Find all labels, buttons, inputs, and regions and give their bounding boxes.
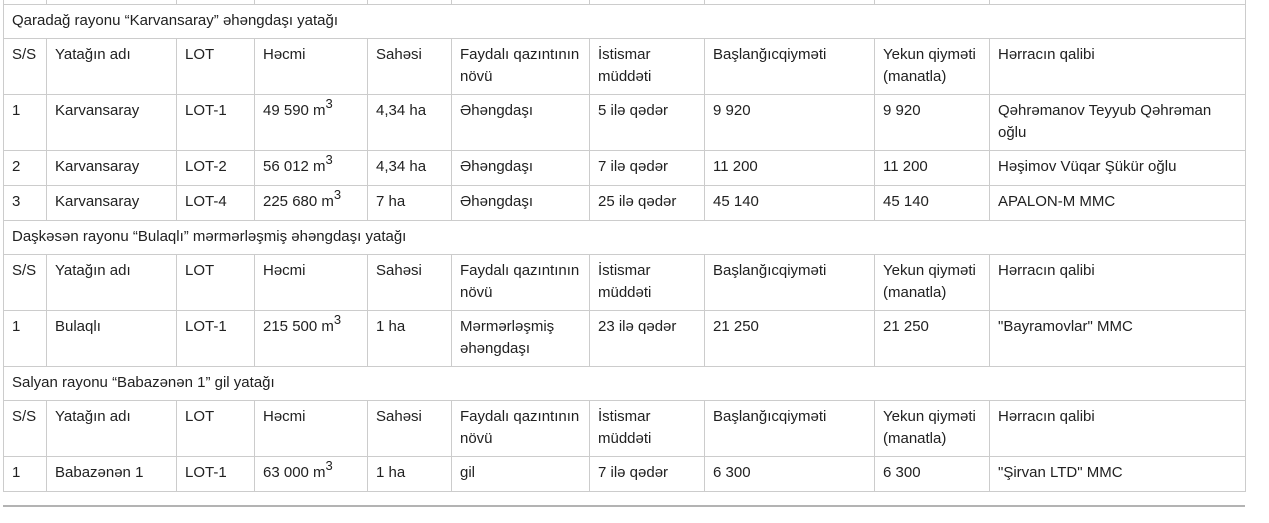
cell: 45 140 — [705, 185, 875, 220]
column-header: Həcmi — [255, 254, 368, 310]
cell: Karvansaray — [47, 185, 177, 220]
column-header: S/S — [4, 400, 47, 456]
superscript: 3 — [325, 95, 333, 111]
cell: 1 — [4, 94, 47, 150]
column-header: LOT — [177, 400, 255, 456]
cell: "Bayramovlar" MMC — [990, 310, 1246, 366]
cell: 9 920 — [705, 94, 875, 150]
cell: 2 — [4, 150, 47, 185]
column-header: İstismar müddəti — [590, 254, 705, 310]
cell: 23 ilə qədər — [590, 310, 705, 366]
cell: 1 ha — [368, 310, 452, 366]
cell: 7 ha — [368, 185, 452, 220]
section-title-row — [4, 220, 1246, 254]
table-row — [4, 310, 1246, 366]
superscript: 3 — [325, 457, 333, 473]
cell: 11 200 — [875, 150, 990, 185]
cell: 4,34 ha — [368, 94, 452, 150]
column-header: Yekun qiyməti (manatla) — [875, 38, 990, 94]
superscript: 3 — [333, 186, 342, 202]
section-title: Qaradağ rayonu “Karvansaray” əhəngdaşı yatağı — [4, 4, 1246, 38]
table-row — [4, 185, 1246, 220]
volume-value: 49 590 m — [263, 101, 326, 119]
volume-value: 63 000 m — [263, 463, 326, 481]
cell — [255, 150, 368, 185]
cell: Əhəngdaşı — [452, 185, 590, 220]
cell: 21 250 — [875, 310, 990, 366]
column-header: Yekun qiyməti (manatla) — [875, 400, 990, 456]
column-header: Həcmi — [255, 38, 368, 94]
column-header: LOT — [177, 38, 255, 94]
cell: 1 — [4, 456, 47, 491]
cell: "Şirvan LTD" MMC — [990, 456, 1246, 491]
auction-table-body — [4, 0, 1246, 491]
section-title: Daşkəsən rayonu “Bulaqlı” mərmərləşmiş əhəngdaşı yatağı — [4, 220, 1246, 254]
section-title-row — [4, 4, 1246, 38]
cell: 6 300 — [705, 456, 875, 491]
cell — [255, 185, 368, 220]
cell: 7 ilə qədər — [590, 456, 705, 491]
column-header: İstismar müddəti — [590, 38, 705, 94]
cell: Karvansaray — [47, 150, 177, 185]
cell: Mərmərləşmiş əhəngdaşı — [452, 310, 590, 366]
column-header: Yatağın adı — [47, 38, 177, 94]
cell: 21 250 — [705, 310, 875, 366]
cell: LOT-1 — [177, 94, 255, 150]
superscript: 3 — [333, 311, 342, 327]
cell: 1 — [4, 310, 47, 366]
table-row — [4, 456, 1246, 491]
section-title: Salyan rayonu “Babazənən 1” gil yatağı — [4, 366, 1246, 400]
column-header: Yatağın adı — [47, 254, 177, 310]
cell: APALON-M MMC — [990, 185, 1246, 220]
column-header: S/S — [4, 254, 47, 310]
cell: 45 140 — [875, 185, 990, 220]
cell: 11 200 — [705, 150, 875, 185]
superscript: 3 — [325, 151, 333, 167]
cell — [255, 310, 368, 366]
volume-value: 215 500 m — [263, 317, 334, 335]
column-header: Başlanğıcqiyməti — [705, 254, 875, 310]
table-row — [4, 150, 1246, 185]
cell: 7 ilə qədər — [590, 150, 705, 185]
column-header: Hərracın qalibi — [990, 254, 1246, 310]
column-header: İstismar müddəti — [590, 400, 705, 456]
cell: LOT-1 — [177, 456, 255, 491]
cell: 5 ilə qədər — [590, 94, 705, 150]
column-header: Başlanğıcqiyməti — [705, 400, 875, 456]
volume-value: 56 012 m — [263, 157, 326, 175]
cell: 4,34 ha — [368, 150, 452, 185]
cell: LOT-2 — [177, 150, 255, 185]
column-header: Yekun qiyməti (manatla) — [875, 254, 990, 310]
cell: Karvansaray — [47, 94, 177, 150]
cell: 1 ha — [368, 456, 452, 491]
column-header: Hərracın qalibi — [990, 400, 1246, 456]
column-header-row — [4, 38, 1246, 94]
column-header: Həcmi — [255, 400, 368, 456]
column-header: Başlanğıcqiyməti — [705, 38, 875, 94]
cell: 25 ilə qədər — [590, 185, 705, 220]
cell: Babazənən 1 — [47, 456, 177, 491]
table-row — [4, 94, 1246, 150]
cell: Əhəngdaşı — [452, 94, 590, 150]
column-header: Yatağın adı — [47, 400, 177, 456]
cell: 3 — [4, 185, 47, 220]
cell: LOT-1 — [177, 310, 255, 366]
cell: 9 920 — [875, 94, 990, 150]
column-header: Sahəsi — [368, 254, 452, 310]
volume-value: 225 680 m — [263, 192, 334, 210]
column-header-row — [4, 254, 1246, 310]
column-header: S/S — [4, 38, 47, 94]
cell: LOT-4 — [177, 185, 255, 220]
cell — [255, 94, 368, 150]
cell: Bulaqlı — [47, 310, 177, 366]
column-header: Faydalı qazıntının növü — [452, 38, 590, 94]
column-header: Faydalı qazıntının növü — [452, 254, 590, 310]
column-header: Sahəsi — [368, 400, 452, 456]
cell: 6 300 — [875, 456, 990, 491]
column-header-row — [4, 400, 1246, 456]
column-header: Faydalı qazıntının növü — [452, 400, 590, 456]
cell: Həşimov Vüqar Şükür oğlu — [990, 150, 1246, 185]
cell: Əhəngdaşı — [452, 150, 590, 185]
cell — [255, 456, 368, 491]
column-header: Hərracın qalibi — [990, 38, 1246, 94]
column-header: LOT — [177, 254, 255, 310]
auction-table — [3, 0, 1246, 492]
cell: Qəhrəmanov Teyyub Qəhrəman oğlu — [990, 94, 1246, 150]
bottom-separator — [3, 505, 1245, 507]
column-header: Sahəsi — [368, 38, 452, 94]
section-title-row — [4, 366, 1246, 400]
cell: gil — [452, 456, 590, 491]
